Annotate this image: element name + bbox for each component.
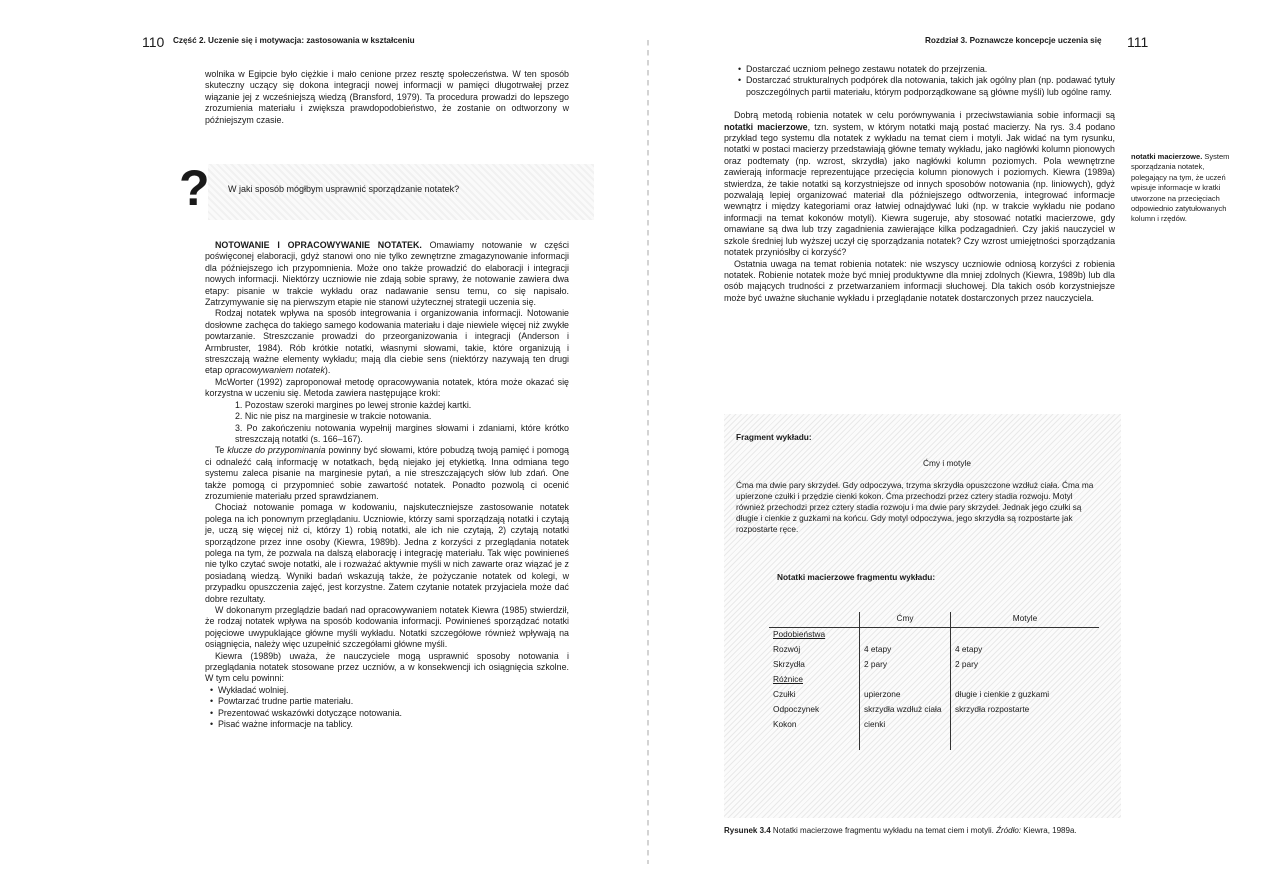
table-row <box>769 628 1099 644</box>
table-cell: 4 etapy <box>955 644 983 654</box>
bullet-item: • Dostarczać uczniom pełnego zestawu notatek do przejrzenia. <box>746 64 1115 75</box>
paragraph-4-italic: klucze do przypominania <box>227 445 326 456</box>
table-cell <box>951 673 1100 688</box>
paragraph-7: Kiewra (1989b) uważa, że nauczyciele mogą usprawnić sposoby notowania i przeglądania notatek stosowane przez uczniów, a w konsekwencji ich osiągnięcia szkolne. W tym celu powinni: <box>205 650 569 684</box>
step-item: 2. Nic nie pisz na marginesie w trakcie notowania. <box>235 411 432 422</box>
caption-text: Notatki macierzowe fragmentu wykładu na temat ciem i motyli. <box>770 826 997 835</box>
matrix-term: notatki macierzowe <box>724 121 808 132</box>
left-page-number: 110 <box>142 34 165 50</box>
table-header-cell: Motyle <box>1012 613 1038 623</box>
table-row <box>769 658 1099 673</box>
table-header-cell <box>769 612 860 628</box>
paragraph-3: McWorter (1992) zaproponował metodę opracowywania notatek, która może okazać się korzystna w uczeniu się. Metoda zawiera następujące kroki: <box>205 376 569 399</box>
caption-source-label: Źródło: <box>996 826 1022 835</box>
paragraph-1: Omawiamy notowanie w części poświęconej elaboracji, gdyż stanowi ono nie tylko zewnętrzne zmagazynowanie informacji dla późniejszego ich przypomnienia. Może ono także prowadzić do elaboracji i integracji nowych informacji. Niektórzy uczniowie nie zdają sobie sprawy, że notowanie zawiera dwa etapy: pisanie w trakcie wykładu oraz nadawanie sensu temu, co się napisało. Zatrzymywanie się na pierwszym etapie nie stanowi użytecznej strategii uczenia się. <box>205 240 569 308</box>
right-bullets <box>724 64 1115 98</box>
caption-source: Kiewra, 1989a. <box>1021 826 1077 835</box>
table-cell: Odpoczynek <box>769 703 860 718</box>
table-cell: Rozwój <box>769 643 860 658</box>
table-cell: skrzydła rozpostarte <box>955 704 1030 714</box>
question-mark-icon: ? <box>179 160 210 216</box>
section-title: NOTOWANIE I OPRACOWYWANIE NOTATEK. <box>215 240 422 250</box>
paragraph-5: Chociaż notowanie pomaga w kodowaniu, najskuteczniejsze zastosowanie notatek polega na ich ponownym przeglądaniu. Uczniowie, którzy sami sporządzają notatki i czytają je, uczą się więcej niż ci, którzy 1) robią notatki, ale ich nie czytają, 2) czytają notatki sporządzone przez inne osoby (Kiewra, 1989b). Jedna z korzyści z przeglądania notatek polega na tym, że pozwala na dalszą elaborację i integrację materiału. Tak więc powinieneś nie tylko czytać swoje notatki, ale i rozważać aktywnie myśli w nich zawarte oraz wiązać je z posiadaną wiedzą. Wyniki badań wskazują także, że pożyczanie notatek od kolegi, w przypadku opuszczenia zajęć, jest korzystne. Zatem czytanie notatek przyjaciela może dać dobre rezultaty. <box>205 502 569 604</box>
paragraph-6: W dokonanym przeglądzie badań nad opracowywaniem notatek Kiewra (1985) stwierdził, że rodzaj notatek wpływa na sposób kodowania informacji. Powinieneś sporządzać notatki pojęciowe uwypuklające główne myśli wykładu. Notatki szczegółowe również wpływają na osiągnięcia, należy więc uzupełnić szczegółami główne myśli. <box>205 605 569 650</box>
fragment-text: Ćma ma dwie pary skrzydeł. Gdy odpoczywa, trzyma skrzydła opuszczone wzdłuż ciała. Ćma ma upierzone czułki i przędzie cienki kokon. Ćma przechodzi przez cztery stadia rozwoju. Motyl również przechodzi przez cztery stadia rozwoju i ma dwie pary skrzydeł. Jednak jego czułki są długie i cienkie z guzkami na końcu. Gdy motyl odpoczywa, jego skrzydła są rozpostarte jak rozpostarte ręce. <box>736 480 1094 534</box>
table-cell: skrzydła wzdłuż ciała <box>860 703 951 718</box>
right-main-column <box>724 64 1115 304</box>
table-cell: upierzone <box>860 688 951 703</box>
bullet-item: • Powtarzać trudne partie materiału. <box>218 696 569 707</box>
table-row <box>769 643 1099 658</box>
bullet-item: • Prezentować wskazówki dotyczące notowania. <box>218 708 569 719</box>
table-cell <box>951 718 1100 750</box>
page-gutter <box>647 40 649 864</box>
bullet-item: • Dostarczać strukturalnych podpórek dla notowania, takich jak ogólny plan (np. podawać tytuły poszczególnych partii materiału, którym podporządkowane są główne myśli) lub ogólne ramy. <box>746 75 1115 98</box>
table-cell: Różnice <box>769 673 860 688</box>
margin-term: notatki macierzowe. <box>1131 152 1203 161</box>
table-cell: długie i cienkie z guzkami <box>955 689 1050 699</box>
table-row <box>769 688 1099 703</box>
table-cell: 4 etapy <box>860 643 951 658</box>
table-cell <box>951 628 1100 644</box>
fragment-label: Fragment wykładu: <box>736 432 812 442</box>
paragraph-2-end: ). <box>324 365 331 376</box>
left-main-column <box>205 240 569 730</box>
step-item: 3. Po zakończeniu notowania wypełnij margines słowami i zdaniami, które krótko streszczają notatki (s. 166–167). <box>235 422 569 444</box>
paragraph-2-italic: opracowywaniem notatek <box>224 365 325 376</box>
table-cell: 2 pary <box>955 659 979 669</box>
bullet-item: • Wykładać wolniej. <box>218 685 569 696</box>
paragraph-2: Rodzaj notatek wpływa na sposób integrowania i organizowania informacji. Notowanie dosłowne zachęca do takiego samego kodowania materiału i daje niewiele więcej niż zwykłe powtarzanie. Streszczanie prowadzi do przeorganizowania i integracji (Anderson i Armbruster, 1984). Rób krótkie notatki, własnymi słowami, takie, które organizują i streszczają ważne elementy wykładu; mają dla ciebie sens (niektórzy nazywają ten drugi etap <box>205 308 569 376</box>
table-cell: 2 pary <box>860 658 951 673</box>
final-remark: Ostatnia uwaga na temat robienia notatek: nie wszyscy uczniowie odniosą korzyści z robienia notatek. Robienie notatek może być mniej produktywne dla mniej zdolnych (Kiewra, 1989b) lub dla osób mających trudności z przetwarzaniem informacji słuchowej. Dla takich osób korzystniejsze może być uważne słuchanie wykładu i przeglądanie notatek dostarczonych przez nauczyciela. <box>724 258 1115 303</box>
figure-caption <box>724 826 1077 835</box>
paragraph-4: Te <box>215 445 228 456</box>
question-text: W jaki sposób mógłbym usprawnić sporządzanie notatek? <box>228 184 460 194</box>
caption-label: Rysunek 3.4 <box>724 826 771 835</box>
table-row <box>769 673 1099 688</box>
table-cell: Skrzydła <box>769 658 860 673</box>
table-cell: Kokon <box>769 718 860 750</box>
right-page-number: 111 <box>1127 34 1149 50</box>
paragraph-4-end: powinny być słowami, które pobudzą twoją pamięć i pomogą ci odnaleźć całą informację w notatkach, będą niejako jej etykietką. Inna odmiana tego systemu zaleca pisanie na marginesie pytań, a nie streszczających słów lub zdań. One także pomogą ci przypomnieć sobie zawartość notatek. Ponadto pozwolą ci ocenić zrozumienie materiału przed sprawdzianem. <box>205 445 569 501</box>
matrix-title: Notatki macierzowe fragmentu wykładu: <box>777 572 936 582</box>
table-cell: cienki <box>860 718 951 750</box>
matrix-notes-table <box>769 612 1099 750</box>
matrix-paragraph: Dobrą metodą robienia notatek w celu porównywania i przeciwstawiania sobie informacji są <box>734 110 1115 121</box>
table-header-cell: Ćmy <box>860 612 951 628</box>
right-running-head: Rozdział 3. Poznawcze koncepcje uczenia się <box>925 36 1102 45</box>
table-cell <box>860 673 951 688</box>
step-item: 1. Pozostaw szeroki margines po lewej stronie każdej kartki. <box>235 399 472 410</box>
fragment-title: Ćmy i motyle <box>923 458 971 468</box>
table-header-row <box>769 612 1099 628</box>
margin-text: System sporządzania notatek, polegający na tym, że uczeń wpisuje informacje w kratki utworzone na przecięciach odpowiednio zatytułowanych kolumn i rzędów. <box>1131 152 1230 224</box>
intro-paragraph: wolnika w Egipcie było ciężkie i mało cenione przez resztę społeczeństwa. W ten sposób skuteczny uczący się dokona integracji nowej informacji w pamięci długotrwałej przez wiązanie jej z wcześniejszą wiedzą (Bransford, 1979). Ta procedura prowadzi do lepszego zrozumienia materiału i zwiększa prawdopodobieństwo, że zostanie on odtworzony w późniejszym czasie. <box>205 69 569 125</box>
left-bullets <box>205 685 569 731</box>
table-cell: Czułki <box>769 688 860 703</box>
table-cell <box>860 628 951 644</box>
matrix-paragraph-rest: , tzn. system, w którym notatki mają postać macierzy. Na rys. 3.4 podano przykład tego systemu dla notatek z wykładu na temat ciem i motyli. Jak widać na tym rysunku, notatki w postaci macierzy przedstawiają główne tematy wykładu, jako nagłówki kolumn pionowych oraz podtematy (np. wzrost, skrzydła) jako nagłówki kolumn poziomych. Pola wewnętrzne zawierają informacje reprezentujące przecięcia kolumn pionowych i poziomych. Kiewra (1989a) stwierdza, że takie notatki są korzystniejsze od innych sposobów notowania (np. liniowych), gdyż pozwalają lepiej organizować materiał dla późniejszego odtworzenia, integrować informacje wewnątrz i między kategoriami oraz łatwiej odnajdywać luki (np. w trakcie wykładu nie podano informacji na temat kokonów motyli). Kiewra sugeruje, aby stosować notatki macierzowe, gdy omawiane są dwa lub trzy zagadnienia zawierające kilka podzagadnień. Czy jakiś nauczyciel w szkole średniej lub wyższej uczył cię sporządzania notatek? Czy wzrost umiejętności sporządzania notatek przyniósłby ci korzyść? <box>724 121 1116 258</box>
table-cell: Podobieństwa <box>769 628 860 644</box>
table-row <box>769 718 1099 750</box>
table-row <box>769 703 1099 718</box>
left-intro <box>205 69 569 126</box>
bullet-item: • Pisać ważne informacje na tablicy. <box>218 719 569 730</box>
margin-definition <box>1131 152 1231 225</box>
left-running-head: Część 2. Uczenie się i motywacja: zastosowania w kształceniu <box>173 36 415 45</box>
steps-list <box>205 400 569 446</box>
